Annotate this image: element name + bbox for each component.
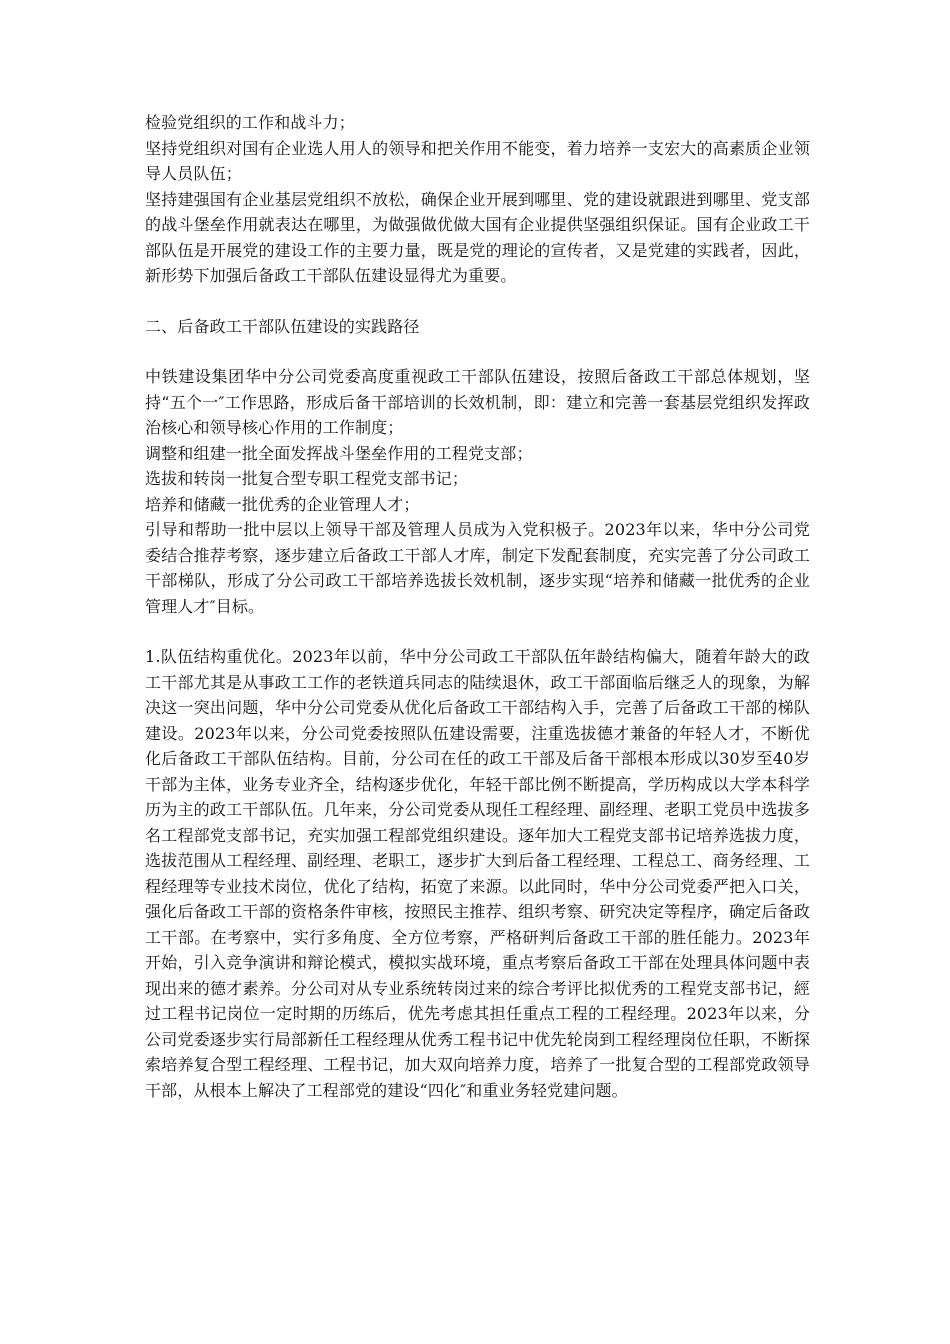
section-heading: 二、后备政工干部队伍建设的实践路径 xyxy=(145,316,420,336)
paragraph-list-item-2: 选拔和转岗一批复合型专职工程党支部书记； xyxy=(145,469,469,488)
paragraph-grassroots-point: 坚持建强国有企业基层党组织不放松，确保企业开展到哪里、党的建设就跟进到哪里、党支部的战斗堡垒作用就表达在哪里，为做强做优做大国有企业提供坚强组织保证。国有企业政工干部队伍是开展党的建设工作的主要力量，既是党的理论的宣传者，又是党建的实践者，因此，新形势下加强后备政工干部队伍建设显得尤为重要。 xyxy=(145,189,810,285)
paragraph-continuation: 检验党组织的工作和战斗力； xyxy=(145,113,355,132)
paragraph-list-item-1: 调整和组建一批全面发挥战斗堡垒作用的工程党支部； xyxy=(145,443,533,463)
paragraph-structure-optimization: 1.队伍结构重优化。2023年以前，华中分公司政工干部队伍年龄结构偏大，随着年龄大的政工干部尤其是从事政工工作的老铁道兵同志的陆续退休，政工干部面临后继乏人的现象，为解决这一突出问题，华中分公司党委从优化后备政工干部结构入手，完善了后备政工干部的梯队建设。2023年以来，分公司党委按照队伍建设需要，注重选拔德才兼备的年轻人才，不断优化后备政工干部队伍结构。目前，分公司在任的政工干部及后备干部根本形成以30岁至40岁干部为主体，业务专业齐全，结构逐步优化，年轻干部比例不断提高，学历构成以大学本科学历为主的政工干部队伍。几年来，分公司党委从现任工程经理、副经理、老职工党员中选拔多名工程部党支部书记，充实加强工程部党组织建设。逐年加大工程党支部书记培养选拔力度，选拔范围从工程经理、副经理、老职工，逐步扩大到后备工程经理、工程总工、商务经理、工程经理等专业技术岗位，优化了结构，拓宽了来源。以此同时，华中分公司党委严把入口关，强化后备政工干部的资格条件审核，按照民主推荐、组织考察、研究决定等程序，确定后备政工干部。在考察中，实行多角度、全方位考察，严格研判后备政工干部的胜任能力。2023年开始，引入竞争演讲和辩论模式，模拟实战环境，重点考察后备政工干部在处理具体问题中表现出来的德才素养。分公司对从专业系统转岗过来的综合考评比拟优秀的工程党支部书记，經过工程书记岗位一定时期的历练后，优先考虑其担任重点工程的工程经理。2023年以来，分公司党委逐步实行局部新任工程经理从优秀工程书记中优先轮岗到工程经理岗位任职，不断探索培养复合型工程经理、工程书记，加大双向培养力度，培养了一批复合型的工程部党政领导干部，从根本上解决了工程部党的建设“四化″和重业务轻党建问题。 xyxy=(145,647,810,1100)
paragraph-practice-intro: 中铁建设集团华中分公司党委高度重视政工干部队伍建设，按照后备政工干部总体规划，坚持“五个一″工作思路，形成后备干部培训的长效机制，即：建立和完善一套基层党组织发挥政治核心和领导核心作用的工作制度； xyxy=(145,367,810,437)
paragraph-list-item-4: 引导和帮助一批中层以上领导干部及管理人员成为入党积极子。2023年以来，华中分公司党委结合推荐考察，逐步建立后备政工干部人才库，制定下发配套制度，充实完善了分公司政工干部梯队，形成了分公司政工干部培养选拔长效机制，逐步实现“培养和储藏一批优秀的企业管理人才″目标。 xyxy=(145,520,810,616)
paragraph-leadership-point: 坚持党组织对国有企业选人用人的领导和把关作用不能变，着力培养一支宏大的高素质企业领导人员队伍； xyxy=(145,138,810,183)
document-body xyxy=(145,110,810,1103)
paragraph-list-item-3: 培养和储藏一批优秀的企业管理人才； xyxy=(145,494,420,514)
